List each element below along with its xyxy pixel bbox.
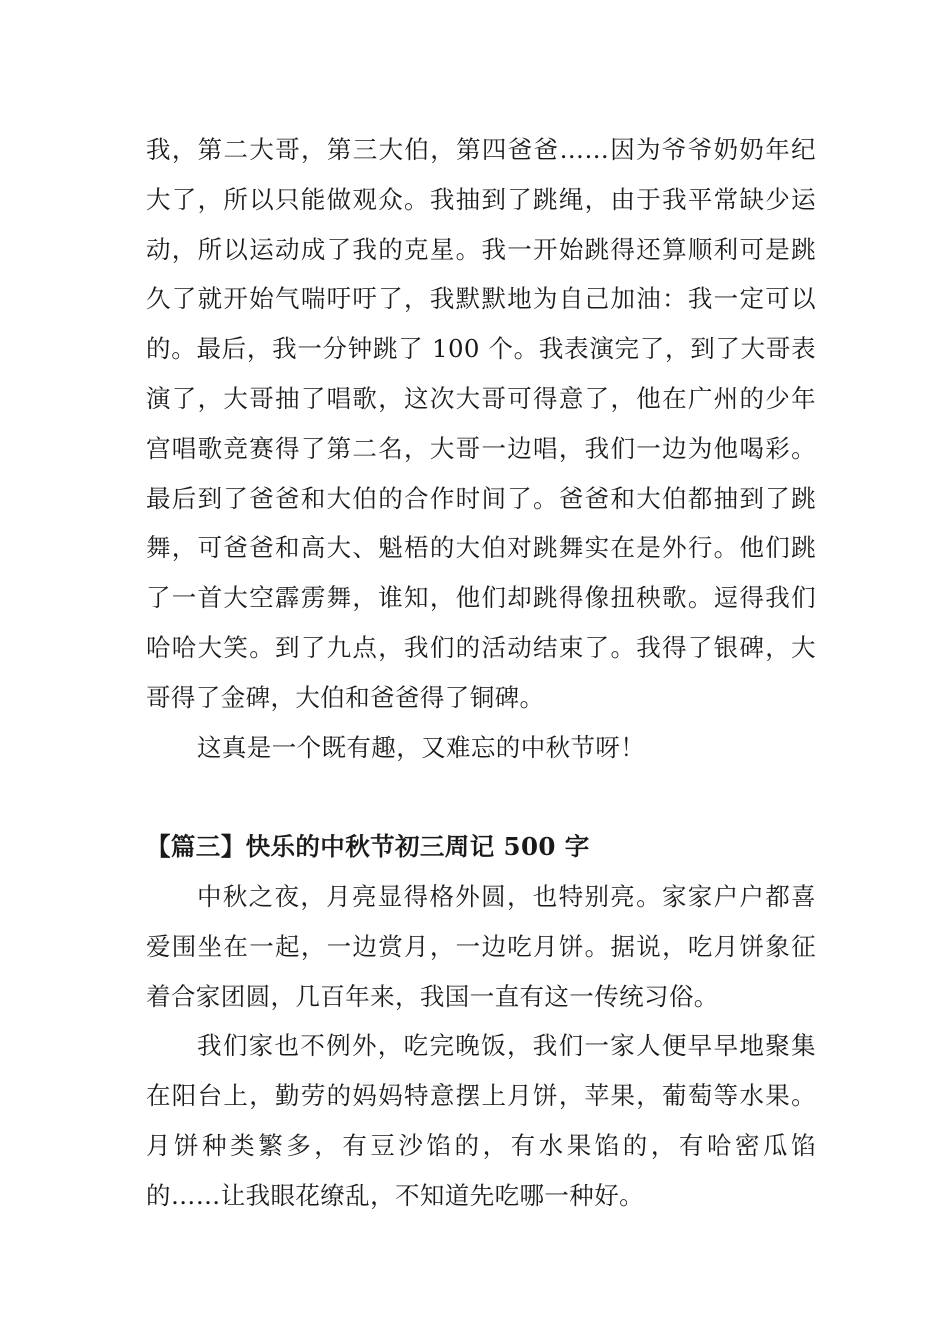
closing-paragraph: 这真是一个既有趣，又难忘的中秋节呀！ [197,732,646,762]
family-paragraph: 我们家也不例外，吃完晚饭，我们一家人便早早地聚集在阳台上，勤劳的妈妈特意摆上月饼，苹果，葡萄等水果。月饼种类繁多，有豆沙馅的，有水果馅的，有哈密瓜馅的……让我眼花缭乱，不知道先吃哪一种好。 [146,1031,816,1210]
moon-paragraph: 中秋之夜，月亮显得格外圆，也特别亮。家家户户都喜爱围坐在一起，一边赏月，一边吃月饼。据说，吃月饼象征着合家团圆，几百年来，我国一直有这一传统习俗。 [146,882,816,1011]
story-paragraph: 我，第二大哥，第三大伯，第四爸爸……因为爷爷奶奶年纪大了，所以只能做观众。我抽到了跳绳，由于我平常缺少运动，所以运动成了我的克星。我一开始跳得还算顺利可是跳久了就开始气喘吁吁了，我默默地为自己加油：我一定可以的。最后，我一分钟跳了 100 个。我表演完了，到了大哥表演了，大哥抽了唱歌，这次大哥可得意了，他在广州的少年宫唱歌竞赛得了第二名，大哥一边唱，我们一边为他喝彩。最后到了爸爸和大伯的合作时间了。爸爸和大伯都抽到了跳舞，可爸爸和高大、魁梧的大伯对跳舞实在是外行。他们跳了一首大空霹雳舞，谁知，他们却跳得像扭秧歌。逗得我们哈哈大笑。到了九点，我们的活动结束了。我得了银碑，大哥得了金碑，大伯和爸爸得了铜碑。 [146,135,816,712]
section-three-body [146,872,816,1221]
section-three-title: 【篇三】快乐的中秋节初三周记 500 字 [146,832,590,861]
section-one-body [146,125,816,772]
